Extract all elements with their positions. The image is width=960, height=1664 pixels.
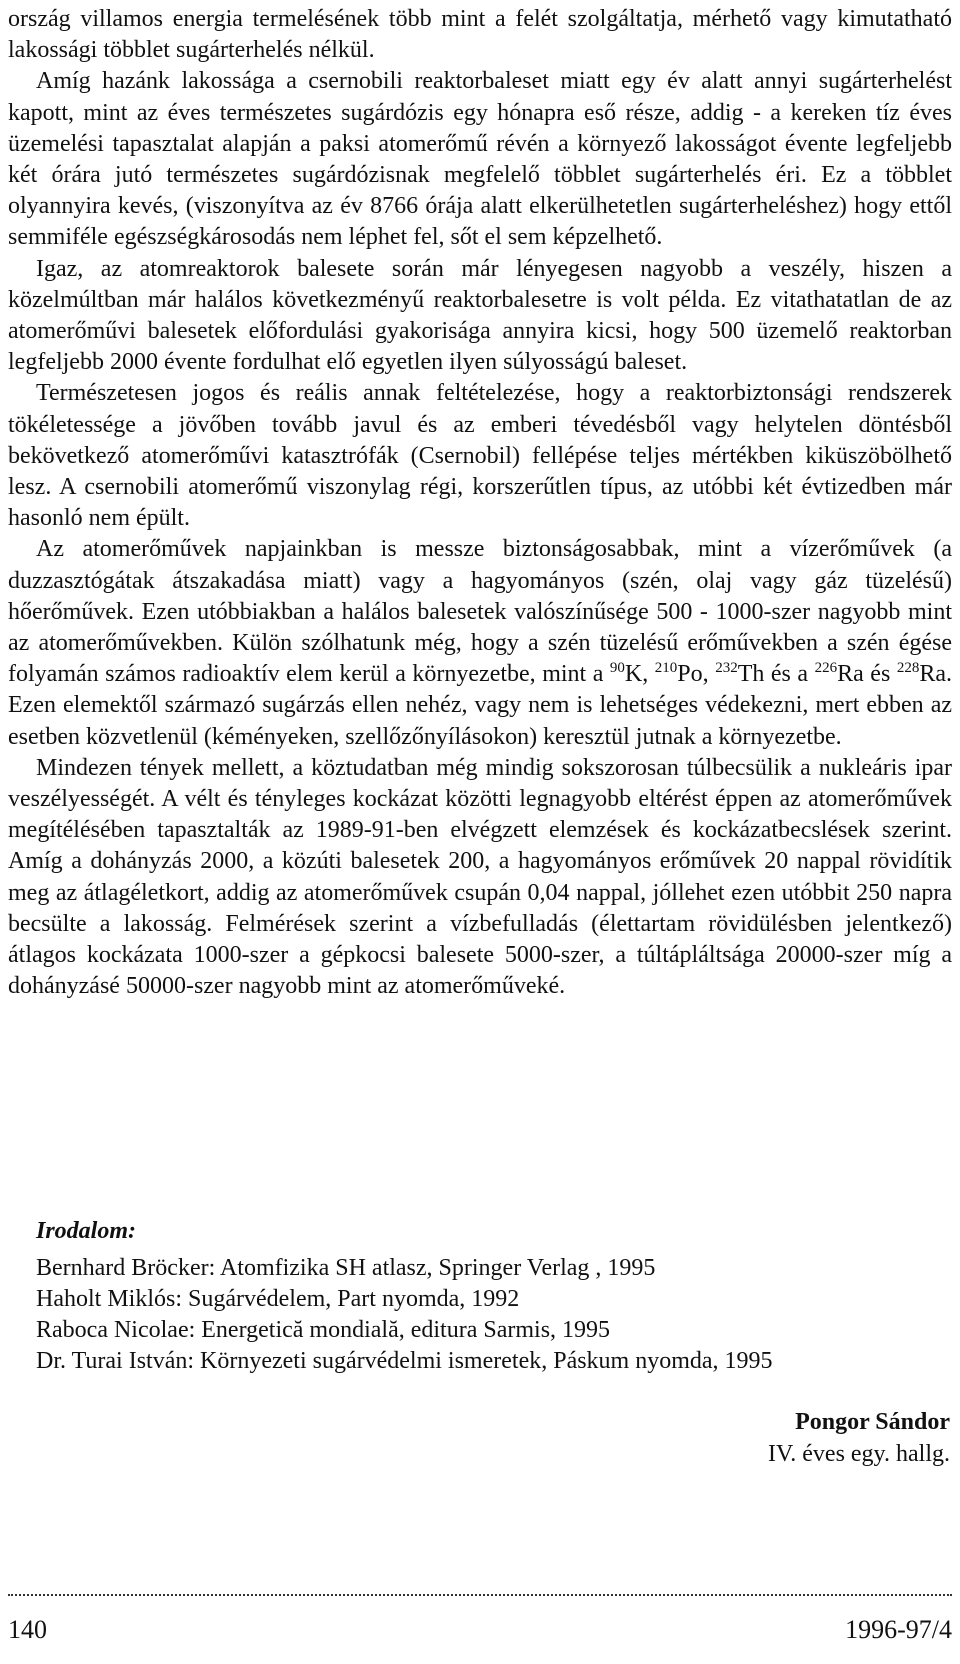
reference-item: Haholt Miklós: Sugárvédelem, Part nyomda, 1992 bbox=[36, 1286, 520, 1312]
isotope-mass-ra226: 226 bbox=[814, 660, 838, 677]
isotope-mass-po: 210 bbox=[654, 660, 678, 677]
reference-item: Bernhard Bröcker: Atomfizika SH atlasz, Springer Verlag , 1995 bbox=[36, 1255, 656, 1281]
isotope-symbol-ra226: Ra és bbox=[837, 661, 897, 688]
page-number: 140 bbox=[8, 1615, 47, 1644]
paragraph-continuation: ország villamos energia termelésének több mint a felét szolgáltatja, mérhető vagy kimutatható lakossági többlet sugárterhelés nélkül. bbox=[8, 6, 952, 64]
paragraph-power-plant-comparison bbox=[8, 534, 952, 752]
text-run: Az atomerőművek napjainkban is messze biztonságosabbak, mint a vízerőművek (a duzzasztógátak átszakadása miatt) vagy a hagyományos (szén, olaj vagy gáz tüzelésű) hőerőművek. Ezen utóbbiakban a halálos balesetek valószínűsége 500 - 1000-szer nagyobb mint az atomerőművekben. Külön szólhatunk még, hogy a szén tüzelésű erőművekben a szén égése folyamán számos radioaktív elem kerül a környezetbe, mint a bbox=[8, 536, 952, 688]
page-footer bbox=[8, 1614, 952, 1646]
isotope-mass-th: 232 bbox=[715, 660, 738, 677]
isotope-symbol-k: K, bbox=[624, 661, 655, 688]
paragraph-reactor-safety: Természetesen jogos és reális annak feltételezése, hogy a reaktorbiztonsági rendszerek tökéletessége a jövőben tovább javul és az emberi tévedésből vagy helytelen döntésből bekövetkező atomerőművi katasztrófák (Csernobil) fellépése teljes mértékben kiküszöbölhető lesz. A csernobili atomerőmű viszonylag régi, korszerűtlen típus, az utóbbi két évtizedben már hasonló nem épült. bbox=[8, 380, 952, 532]
isotope-mass-ra228: 228 bbox=[896, 660, 920, 677]
author-affiliation: IV. éves egy. hallg. bbox=[768, 1441, 950, 1467]
isotope-symbol-po: Po, bbox=[677, 661, 716, 688]
author-name: Pongor Sándor bbox=[795, 1409, 950, 1435]
article-body bbox=[8, 4, 952, 1003]
references-heading: Irodalom: bbox=[36, 1218, 137, 1244]
paragraph-reactor-accidents: Igaz, az atomreaktorok balesete során már lényegesen nagyobb a veszély, hiszen a közelmúltban már halálos következményű reaktorbalesetre is volt példa. Ez vitathatatlan de az atomerőművi balesetek előfordulási gyakorisága annyira kicsi, hogy 500 üzemelő reaktorban legfeljebb 2000 évente fordulhat elő egyetlen ilyen súlyosságú baleset. bbox=[8, 255, 952, 376]
paragraph-risk-perception: Mindezen tények mellett, a köztudatban még mindig sokszorosan túlbecsülik a nukleáris ipar veszélyességét. A vélt és tényleges kockázat közötti legnagyobb eltérést éppen az atomerőművek megítélésében tapasztalták az 1989-91-ben elvégzett elemzések és kockázatbecslések szerint. Amíg a dohányzás 2000, a közúti balesetek 200, a hagyományos erőművek 20 nappal rövidítik meg az átlagéletkort, addig az atomerőművek csupán 0,04 nappal, jóllehet ezen utóbbit 250 napra becsülte a lakosság. Felmérések szerint a vízbefulladás (élettartam rövidülésben jelentkező) átlagos kockázata 1000-szer a gépkocsi balesete 5000-szer, a túltápláltsága 20000-szer míg a dohányzásé 50000-szer nagyobb mint az atomerőműveké. bbox=[8, 754, 952, 1000]
footer-divider bbox=[8, 1594, 952, 1598]
references-section bbox=[36, 1216, 936, 1377]
text-run: Ra. Ezen elemektől származó sugárzás ellen nehéz, vagy nem is lehetséges védekezni, mert ebben az esetben közvetlenül (kéményeken, szellőzőnyílásokon) keresztül jutnak a környezetbe. bbox=[8, 661, 952, 750]
isotope-symbol-th: Th és a bbox=[737, 661, 815, 688]
issue-number: 1996-97/4 bbox=[845, 1615, 952, 1644]
reference-item: Raboca Nicolae: Energetică mondială, editura Sarmis, 1995 bbox=[36, 1317, 611, 1343]
isotope-mass-k: 90 bbox=[609, 660, 625, 677]
author-signature bbox=[768, 1406, 950, 1470]
paragraph-chernobyl-dose: Amíg hazánk lakossága a csernobili reaktorbaleset miatt egy év alatt annyi sugárterhelést kapott, mint az éves természetes sugárdózis egy hónapra eső része, addig - a kereken tíz éves üzemelési tapasztalat alapján a paksi atomerőmű révén a környező lakosságot évente legfeljebb két órára jutó természetes sugárdózisnak megfelelő többlet sugárterhelés éri. Ez a többlet olyannyira kevés, (viszonyítva az év 8766 órája alatt elkerülhetetlen sugárterheléshez) hogy ettől semmiféle egészségkárosodás nem léphet fel, sőt el sem képzelhető. bbox=[8, 68, 952, 251]
reference-item: Dr. Turai István: Környezeti sugárvédelmi ismeretek, Páskum nyomda, 1995 bbox=[36, 1348, 773, 1374]
